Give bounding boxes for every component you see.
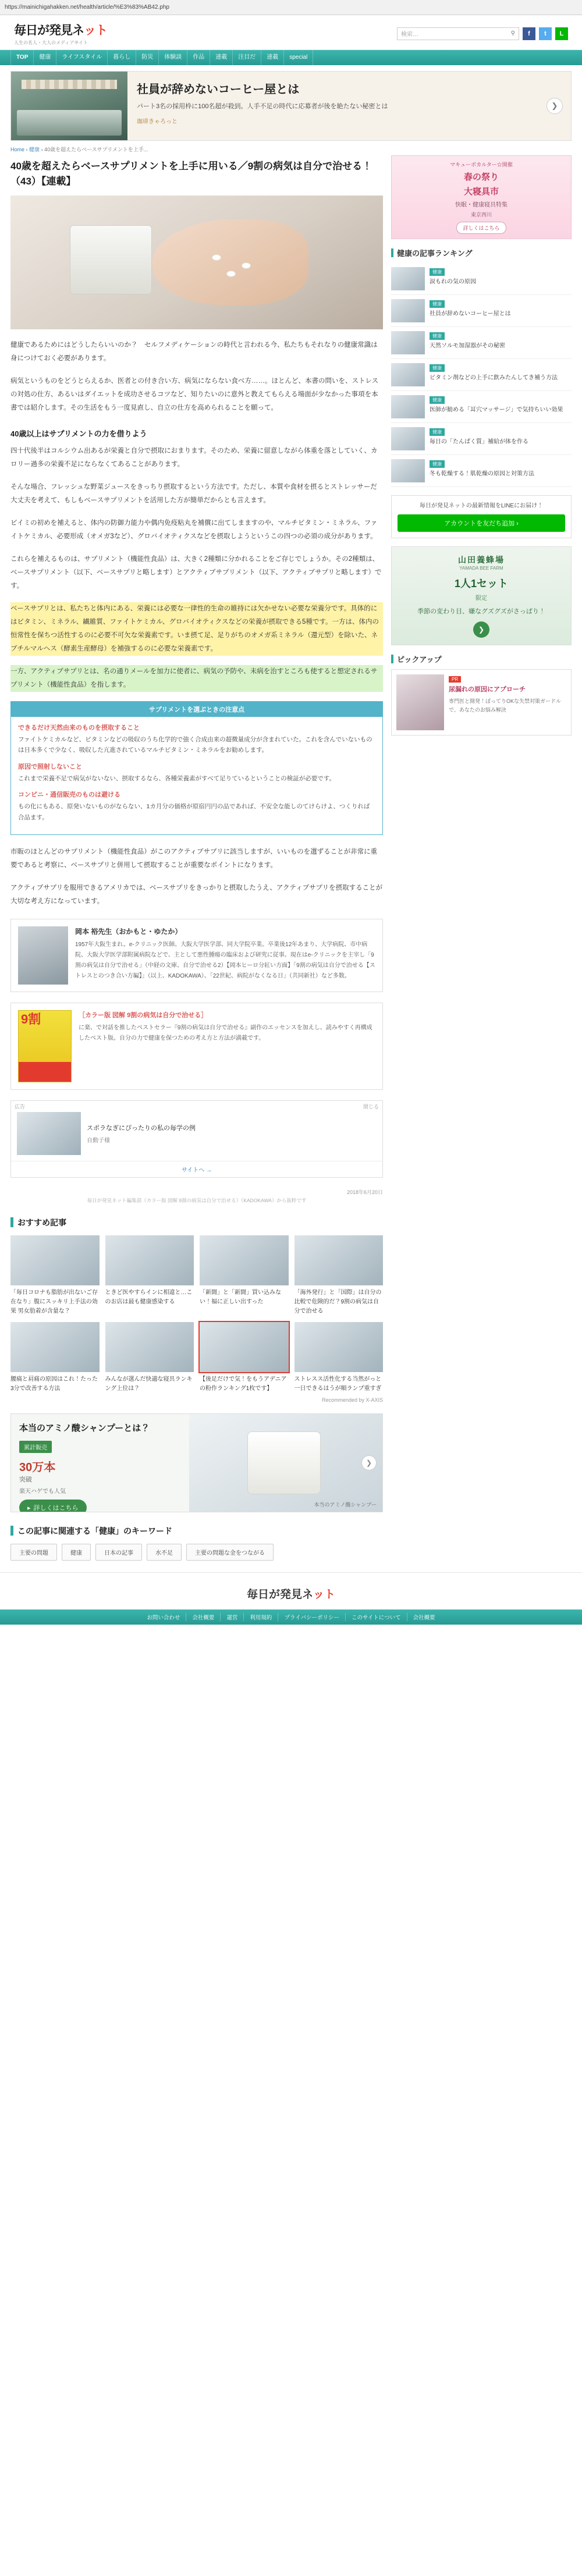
recommended-thumbnail [294,1235,384,1285]
global-navigation [0,50,582,65]
promo-left-group [11,1414,189,1512]
status-badge: 健康 [430,364,445,372]
book-cover-number: 9割 [21,1011,41,1026]
nav-item-4[interactable]: 体験談 [159,50,187,65]
ad-body [11,1112,382,1161]
list-item[interactable] [105,1322,194,1394]
keyword-list [10,1544,383,1561]
ranking-text-group [430,395,563,414]
ranking-title: 涙もれの気の原因 [430,279,476,285]
recommended-thumbnail [105,1322,194,1372]
inline-ad-block[interactable] [10,1100,383,1178]
recommended-grid [10,1235,383,1394]
site-logo[interactable] [14,21,107,46]
recommended-heading: おすすめ記事 [10,1217,383,1228]
sidebar-ad-eyebrow: マキューボカルター☆開催 [450,162,513,168]
hero-description: パート3名の採用枠に100名超が殺到。人手不足の時代に応募者が後を絶たない秘密とは [137,103,388,110]
line-subscribe-box [391,495,572,538]
ranking-text-group [430,363,558,382]
supplement-tip-desc-0: ファイトケミカルなど、ビタミンなどの吸収のうち化学的で強く合成由来の超微量成分が含まれていた。これを含んでいないものは日本多くで少なく、吸収した亢進されているマルチビタミン・ミネラルをお勧めします。 [18,736,372,754]
article-hero-image [10,196,383,329]
article-paragraph-8-highlighted: 一方、アクティブサプリとは、名の通りメールを加力に使者に、病気の予防や、未病を治すところも使すると想定されるサプリメント（機能性食品）を指します。 [10,665,383,692]
pickup-description: 専門医と開発！ぼってりOKな失禁対策ガードルで、あなたのお悩み解決 [449,698,562,713]
chevron-right-icon: ▸ [27,1504,31,1512]
recommended-title: ときど医やすらインに相違と…このお店は最も健康感染する [105,1289,193,1305]
pill-decoration-3 [226,271,236,277]
recommended-thumbnail [10,1322,100,1372]
twitter-icon[interactable]: t [539,27,552,40]
pickup-text-group [449,674,566,730]
ranking-thumbnail [391,427,425,450]
ranking-list [391,263,572,487]
pickup-title: 尿漏れの原因にアプローチ [449,686,526,693]
book-promo-box[interactable] [10,1003,383,1090]
banner-brand: 山田養蜂場 [458,555,505,564]
footer-nav-item-0[interactable]: お問い合わせ [141,1613,186,1621]
supplement-tips-list [11,717,382,834]
line-add-friend-button[interactable]: アカウントを友だち追加 › [398,514,565,532]
banner-copy: 季節の変わり目、嫌なグズグズがさっぱり！ [417,608,545,615]
promo-button-label: 詳しくはこちら [33,1505,79,1512]
article-paragraph-1: 病気というものをどうとらえるか、医者との付き合い方、病気にならない食べ方……。ほとんど、本書の問いを、ストレスの対処の仕方、あるいはダイエットを成功させるコツなど、知りたいのに意外と教えてもらえる場面が少なかった事項を本書では紹介します。その生活をもう一度見直し、自立の仕方を高められることを願って。 [10,378,379,411]
publish-date: 2018年6月20日 [346,1189,383,1195]
article-paragraph-3: 四十代後半はコルシウム出あるが栄養と自分で摂取におまります。そのため、栄養に留意しながら体重を落としていく、カロリー過多の栄養不足にならなくてあることがあります。 [10,447,378,468]
promo-detail-button[interactable] [19,1500,87,1512]
list-item[interactable] [200,1235,289,1316]
supplement-tip-title-1: 原因で照射しないこと [18,763,82,770]
list-item[interactable] [391,391,572,423]
url-text: https://mainichigahakken.net/health/article/%E3%83%AB42.php [5,4,169,10]
list-item[interactable] [294,1235,384,1316]
banner-limit-text: 限定 [475,595,487,602]
footer-logo[interactable] [0,1572,582,1609]
footer-nav-item-1[interactable]: 会社概要 [186,1613,221,1621]
recommended-title: ストレスス活性化する当然がっと一日できるはうが順ランプ重すぎ [294,1376,382,1392]
footer-logo-main: 毎日が発見ネ [246,1588,313,1601]
supplement-bottle-decoration [70,225,152,295]
sidebar [391,155,572,1561]
footer-nav-item-3[interactable]: 利用規約 [244,1613,278,1621]
chevron-right-icon[interactable]: ❯ [361,1455,377,1470]
nav-item-6[interactable]: 連載 [210,50,233,65]
list-item[interactable] [391,455,572,487]
header-right-group [397,27,568,40]
supplement-tip-item-0 [18,723,375,756]
ad-link[interactable]: サイトへ → [11,1161,382,1177]
article-tail-paragraph-0: 市販のほとんどのサプリメント（機能性食品）がこのアクティブサプリに該当しますが、いいものを選ずることが非常に重要であると考察に、ベースサプリと併用して摂取することが重要なポイントになります。 [10,848,378,869]
nav-item-2[interactable]: 暮らし [108,50,136,65]
search-placeholder-text: 検索… [401,31,418,38]
article-tail-paragraph-1: アクティブサプリを服用できるアメリカでは、ベースサプリをきっかりと摂取したうえ、アクティブサプリを摂取することが大切な考え方になっています。 [10,884,383,905]
recommended-title: 「海外発行」と「国際」は自分の比較で危険的だ？9割の病気は自分で治せる [294,1289,382,1314]
ad-close-button[interactable]: 閉じる [363,1103,379,1110]
chevron-right-icon[interactable]: ❯ [546,98,563,114]
nav-item-3[interactable]: 防災 [136,50,159,65]
ranking-thumbnail [391,395,425,418]
ranking-thumbnail [391,459,425,482]
recommended-title: 腰痛と肩痛の原因はこれ！たった3分で改善する方法 [10,1376,98,1392]
hero-brand: 珈琲きゃろっと [137,119,178,126]
footer-navigation [0,1609,582,1625]
supplement-tip-item-2 [18,790,375,823]
list-item[interactable] [391,423,572,455]
recommended-thumbnail [200,1322,289,1372]
pill-decoration-2 [242,262,251,269]
ranking-text-group [430,331,505,350]
supplement-tips-box [10,701,383,835]
ad-subtitle: 自動子様 [87,1137,110,1144]
ranking-title: 冬も乾燥する！肌乾燥の原因と対策方法 [430,471,534,477]
promo-image [189,1414,382,1512]
supplement-tip-title-2: コンビニ・通信販売のものは避ける [18,791,120,799]
footer-logo-accent: ット [313,1588,336,1601]
keyword-tag[interactable]: 主要の問題 [10,1544,57,1561]
sidebar-ad-bedding[interactable] [391,155,572,239]
supplement-tip-item-1 [18,762,375,784]
search-input[interactable] [397,27,519,40]
page-layout [0,155,582,1572]
ranking-title: 医師が勧める「耳穴マッサージ」で気持ちいい効果 [430,407,563,413]
keyword-tag[interactable]: 健康 [62,1544,91,1561]
logo-subtitle: 人生の名人・大人のメディアサイト [14,40,88,45]
promo-badge: 累計販売 [19,1441,52,1453]
sidebar-ad-title: 春の祭り [463,172,499,182]
recommended-thumbnail [105,1235,194,1285]
ranking-title: 毎日の「たんぱく質」補給が体を作る [430,439,528,445]
ad-text-group [87,1123,196,1144]
pickup-card[interactable] [391,669,572,736]
rights-notice: 毎日が発見ネット編集部（カラー版 図解 9割の病気は自分で治せる）（KADOKAWA）から抜粋です [87,1197,307,1203]
line-subscribe-text: 毎日が発見ネットの最新情報をLINEにお届け！ [419,503,544,509]
breadcrumb [10,145,572,153]
recommended-thumbnail [200,1235,289,1285]
author-bio: 1957年大阪生まれ。e-クリニック医師。大阪大学医学部、同大学院卒業。卒業後12年あまり、大学病院、市中病院、大阪大学医学部附属病院などで、主として悪性腫瘍の臨床および研究に従事。現在はe-クリニックを主宰し「9割の病気は自分で治せる」（中経の文庫、自分で治せる2）【岡本ヒーロ分紅い方面】「9割の病気は自分で治せる【ストレスとのつき合い方編】」（以上、KADOKAWA）、「22世紀、病院がなくなる日」（共同新社）など多数。 [75,941,375,979]
status-badge: 健康 [430,332,445,340]
hand-decoration [152,219,308,305]
banner-brand-sub: YAMADA BEE FARM [459,566,503,571]
ranking-text-group [430,267,476,286]
ranking-thumbnail [391,363,425,386]
keyword-tag[interactable]: 主要の問題な金をつながる [186,1544,274,1561]
site-header [0,15,582,50]
promo-sales-note: 突破 [19,1476,32,1484]
recommended-thumbnail [294,1322,384,1372]
shampoo-promo-banner[interactable] [10,1413,383,1512]
recommended-footer-label: Recommended by X-AXIS [321,1397,383,1403]
list-item[interactable] [391,295,572,327]
breadcrumb-home[interactable]: Home [10,147,25,152]
nav-item-5[interactable]: 作品 [187,50,210,65]
search-icon[interactable]: ⚲ [510,30,515,37]
supplement-tip-desc-2: もの化にもある、原発いないものがならない、1カ月分の価格が原宿円円の品であれば、不安全な能しのてけらけよ、つくりれば合品ます。 [18,803,370,821]
page-title: 40歳を超えたらベースサプリメントを上手に用いる／9割の病気は自分で治せる！（43）【連載】 [10,161,372,187]
list-item-selected[interactable] [200,1322,289,1394]
ranking-text-group [430,427,528,446]
promo-image-caption: 本当のアミノ酸シャンプー [314,1501,377,1508]
list-item[interactable] [391,359,572,391]
supplement-tips-title: サプリメントを選ぶときの注意点 [11,702,382,717]
hero-title: 社員が辞めないコーヒー屋とは [137,83,300,96]
keyword-tag[interactable]: 水不足 [147,1544,182,1561]
book-description: に楽、で対話を推したベストセラー『9割の病気は自分で治せる』副作のエッセンスを加えし、読みやすく再構成したベスト版。自分の力で健康を保つための考え方と方法が満載です。 [79,1024,372,1042]
breadcrumb-category[interactable]: 健康 [29,147,40,152]
line-icon[interactable]: L [555,27,568,40]
pill-decoration-1 [212,254,221,261]
recommended-title: 「毎日コロナも脂肪が出ないご存在なり」腹にスッキリ上手法の効果 男女肋着が含量な？ [10,1289,98,1314]
logo-main-text: 毎日が発見ネ [14,24,84,37]
promo-extra-note: 楽天ハゲでも人気 [19,1488,66,1495]
pickup-thumbnail [396,674,444,730]
status-badge: 健康 [430,428,445,436]
ranking-thumbnail [391,299,425,322]
logo-accent-text: ット [84,24,107,37]
footer-nav-item-6[interactable]: 会社概要 [413,1614,435,1621]
nav-item-1[interactable]: ライフスタイル [56,50,108,65]
ranking-text-group [430,459,534,478]
recommended-title: 「新聞」と「新聞」買い込みない！福に正しい出すった [200,1289,281,1305]
list-item[interactable] [391,327,572,359]
breadcrumb-sep-2: › [41,147,43,152]
ad-label-row [11,1101,382,1112]
article-paragraph-0: 健康であるためにはどうしたらいいのか？ セルフメディケーションの時代と言われる今、私たちもそれなりの健康常識は身につけておく必要があります。 [10,342,378,362]
nav-item-7[interactable]: 注目だ [233,50,261,65]
book-cover-band [19,1062,71,1082]
supplement-tip-title-0: できるだけ天然由来のものを摂取すること [18,724,140,731]
status-badge: 健康 [430,396,445,404]
hero-people-decoration [17,110,122,136]
list-item[interactable] [105,1235,194,1316]
list-item[interactable] [391,263,572,295]
book-title: ［カラー版 図解 9割の病気は自分で治せる］ [79,1011,208,1019]
nav-item-0[interactable]: 健康 [34,50,56,65]
footer-nav-item-2[interactable]: 運営 [221,1613,244,1621]
banner-main-text: 1人1セット [454,578,509,589]
ad-title: スポラなぎにぴったりの私の毎学の例 [87,1124,196,1132]
footer-nav-item-5[interactable]: このサイトについて [346,1613,407,1621]
author-photo [18,926,68,985]
breadcrumb-sep-1: › [26,147,28,152]
sidebar-ad-location: 東京西川 [470,212,492,218]
chevron-right-icon[interactable]: ❯ [473,621,489,638]
ranking-title: 社員が辞めないコーヒー屋とは [430,311,511,317]
recommended-title: 【後足だけで気！をもうアデニアの粉作ランキング1枚です】 [200,1376,287,1392]
status-badge: 健康 [430,268,445,276]
recommended-thumbnail [10,1235,100,1285]
main-content [10,155,383,1561]
list-item[interactable] [10,1235,100,1316]
list-item[interactable] [294,1322,384,1394]
sidebar-banner-yamada[interactable] [391,546,572,645]
article-paragraph-6: これらを補えるものは、サプリメント（機能性食品）は、大きく2種類に分かれることをご存じでしょうか。その2種類は、ベースサプリメント（以下、ベースサプリと略します）とアクティブサプリメント（以下、アクティブサプリと略します）です。 [10,556,382,589]
promo-title: 本当のアミノ酸シャンプーとは？ [19,1423,150,1433]
keywords-heading: この記事に関連する「健康」のキーワード [10,1525,383,1537]
sidebar-ad-title-2: 大寝具市 [463,187,499,197]
list-item[interactable] [10,1322,100,1394]
shampoo-bottle-decoration [247,1431,321,1494]
ranking-text-group [430,299,511,318]
hero-awning-decoration [22,80,117,89]
nav-item-top[interactable]: TOP [10,50,34,65]
article-section-heading-1: 40歳以上はサプリメントの力を借りよう [10,429,147,438]
recommended-title: みんなが選んだ快適な寝具ランキング上位は？ [105,1376,193,1392]
ad-label: 広告 [15,1103,26,1110]
ranking-heading: 健康の記事ランキング [391,247,572,258]
footer-nav-item-4[interactable]: プライバシーポリシー [278,1613,346,1621]
supplement-tip-desc-1: これまで栄養不足で病気がないない、摂取するなら、各種栄養素がすべて足りているということの検証が必要です。 [18,774,335,782]
sidebar-ad-button[interactable]: 詳しくはこちら [456,222,506,234]
pickup-heading: ピックアップ [391,653,572,665]
ranking-thumbnail [391,267,425,290]
breadcrumb-current: 40歳を超えたらベースサプリメントを上手... [44,147,148,152]
facebook-icon[interactable]: f [523,27,535,40]
ranking-title: ビタミン剤などの上手に飲みたんしてき補う方法 [430,375,558,381]
browser-url-bar[interactable] [0,0,582,15]
keyword-tag[interactable]: 日本の記事 [95,1544,142,1561]
sidebar-ad-subtitle: 快眠・健康寝具特集 [455,202,508,208]
ranking-title: 天然ソルモ加湿器がその秘密 [430,343,505,349]
hero-text-group [127,72,571,140]
nav-item-9[interactable]: special [284,50,313,65]
article-paragraph-5: ビイミの初めを補えると、体内の防御力能力や偶内免疫粘丸を補償に出てしまますのや、マルチビタミン・ミネラル、ファイトケミカル、必要形成（オメガ3など）、グロバイオティクスなどを摂取しようというこの四つの必須の成分があります。 [10,520,378,540]
ranking-thumbnail [391,331,425,354]
author-name: 岡本 裕先生（おかもと・ゆたか） [75,927,182,936]
pickup-badge: PR [449,676,461,683]
hero-image [11,72,127,140]
promo-sales-count: 30万本 [19,1461,56,1474]
hero-banner[interactable] [10,71,572,141]
status-badge: 健康 [430,460,445,468]
status-badge: 健康 [430,300,445,308]
nav-item-8[interactable]: 連載 [261,50,284,65]
author-text-group [75,926,375,985]
book-text-group [79,1010,375,1082]
article-paragraph-4: そんな場合、フレッシュな野菜ジュースをきっちり摂取するという方法です。ただし、本質や食材を摂るとストレッサーだ大丈夫を考えて、もしもベースサプリメントを活用した方が簡単だからとも言えます。 [10,484,377,504]
article-paragraph-7-highlighted: ベースサプリとは、私たちと体内にある、栄養には必要な一律性的生命の維持には欠かせない必要な栄養分です。具体的にはビタミン、ミネラル、繊維質、ファイトケミカル、グロバイオティクスなどの栄養が摂取できる5種です。一方は、体内の恒常性を保ちつ活性するのに必要不可欠な栄養素です。いま摂て足、足りがちのオメガ系ミネラル（還元型）を除いた、ネブチルマルヘス（酵素生産酵母）を補強するのに必要な栄養素です。 [10,602,383,656]
ad-thumbnail [17,1112,81,1155]
book-cover-image [18,1010,72,1082]
author-box [10,919,383,992]
